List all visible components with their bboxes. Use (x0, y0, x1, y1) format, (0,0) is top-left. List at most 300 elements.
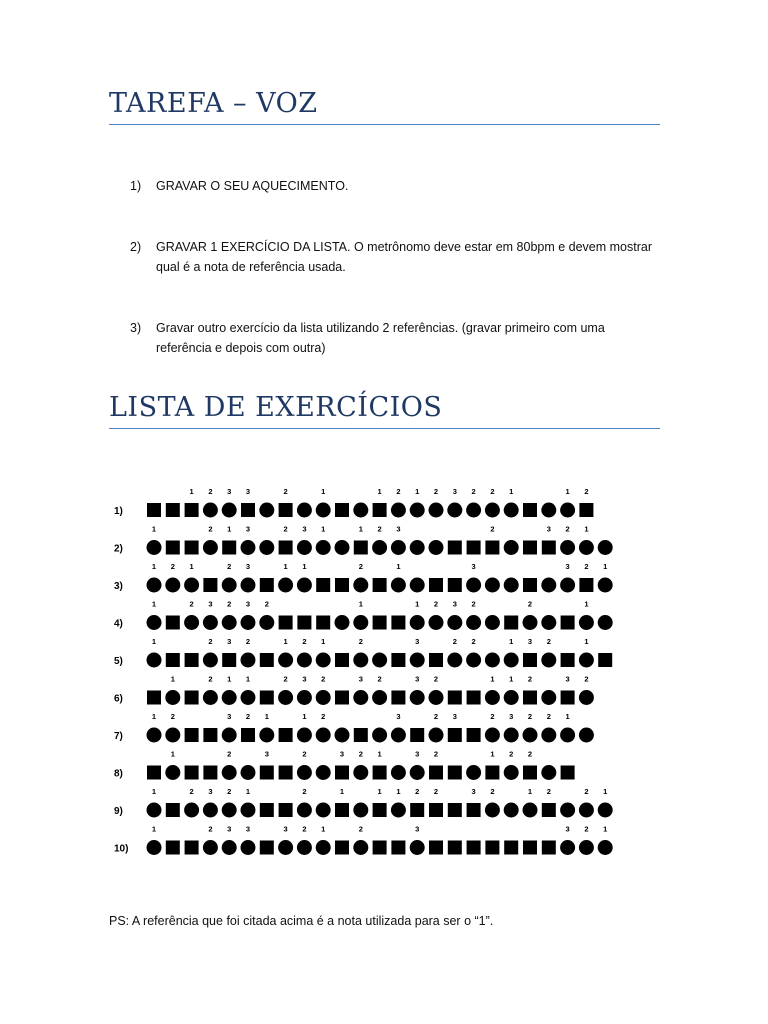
exercise-row (114, 525, 613, 556)
square-note (410, 728, 424, 742)
circle-note (391, 765, 406, 780)
square-note (297, 616, 311, 630)
circle-note (147, 540, 162, 555)
exercise-row (114, 750, 575, 781)
square-note (523, 503, 537, 517)
reference-number: 1 (396, 787, 401, 796)
square-note (373, 803, 387, 817)
reference-number: 1 (377, 749, 382, 759)
circle-note (541, 615, 556, 630)
reference-number: 3 (283, 824, 288, 834)
reference-number: 3 (452, 712, 457, 721)
square-note (166, 841, 180, 855)
reference-number: 2 (302, 824, 307, 834)
circle-note (466, 765, 481, 780)
circle-note (598, 803, 613, 818)
reference-number: 2 (377, 674, 382, 684)
circle-note (241, 840, 256, 855)
circle-note (203, 840, 218, 855)
reference-number: 1 (151, 599, 157, 609)
circle-note (504, 653, 519, 668)
square-note (504, 616, 518, 630)
circle-note (579, 840, 594, 855)
reference-number: 3 (227, 712, 232, 721)
square-note (429, 841, 443, 855)
circle-note (523, 803, 538, 818)
exercise-row (114, 825, 613, 856)
circle-note (147, 840, 162, 855)
reference-number: 2 (245, 712, 251, 721)
reference-number: 1 (396, 562, 401, 571)
circle-note (316, 728, 331, 743)
circle-note (147, 653, 162, 668)
circle-note (184, 803, 199, 818)
task-item-3 (130, 318, 656, 358)
reference-number: 1 (377, 787, 382, 796)
square-note (542, 803, 556, 817)
circle-note (429, 540, 444, 555)
square-note (448, 766, 462, 780)
reference-number: 1 (415, 599, 420, 609)
square-note (561, 653, 575, 667)
reference-number: 1 (151, 787, 157, 796)
square-note (561, 691, 575, 705)
reference-number: 2 (208, 487, 213, 496)
reference-number: 1 (584, 524, 589, 534)
reference-number: 1 (584, 599, 589, 609)
square-note (448, 728, 462, 742)
circle-note (504, 728, 519, 743)
circle-note (504, 765, 519, 780)
circle-note (579, 615, 594, 630)
square-note (354, 541, 368, 555)
circle-note (504, 803, 519, 818)
reference-number: 2 (546, 787, 551, 796)
square-note (429, 653, 443, 667)
circle-note (560, 503, 575, 518)
circle-note (560, 840, 575, 855)
reference-number: 1 (151, 824, 157, 834)
square-note (147, 503, 161, 517)
circle-note (297, 540, 312, 555)
circle-note (410, 578, 425, 593)
reference-number: 1 (509, 487, 514, 496)
circle-note (353, 690, 368, 705)
square-note (316, 616, 330, 630)
reference-number: 2 (302, 637, 307, 646)
circle-note (222, 578, 237, 593)
circle-note (485, 690, 500, 705)
circle-note (372, 728, 387, 743)
square-note (542, 841, 556, 855)
reference-number: 2 (189, 787, 194, 796)
circle-note (353, 765, 368, 780)
reference-number: 3 (565, 824, 570, 834)
square-note (579, 578, 593, 592)
task-item-1 (130, 176, 656, 196)
circle-note (485, 578, 500, 593)
reference-number: 2 (433, 674, 439, 684)
circle-note (541, 690, 556, 705)
square-note (373, 841, 387, 855)
reference-number: 2 (584, 787, 589, 796)
reference-number: 2 (490, 524, 495, 534)
exercise-row (114, 675, 594, 706)
exercise-row (114, 562, 613, 593)
section-title: LISTA DE EXERCÍCIOS (109, 392, 660, 429)
reference-number: 3 (245, 524, 251, 534)
circle-note (241, 765, 256, 780)
circle-note (410, 615, 425, 630)
square-note (523, 691, 537, 705)
circle-note (316, 503, 331, 518)
square-note (504, 841, 518, 855)
square-note (485, 766, 499, 780)
reference-number: 3 (208, 599, 213, 609)
reference-number: 2 (170, 712, 175, 721)
square-note (166, 803, 180, 817)
circle-note (485, 615, 500, 630)
reference-number: 1 (603, 824, 608, 834)
circle-note (485, 728, 500, 743)
square-note (429, 803, 443, 817)
circle-note (353, 803, 368, 818)
reference-number: 3 (509, 712, 514, 721)
circle-note (147, 578, 162, 593)
circle-note (353, 503, 368, 518)
square-note (354, 728, 368, 742)
exercise-row (114, 637, 612, 668)
circle-note (466, 578, 481, 593)
square-note (373, 503, 387, 517)
circle-note (335, 728, 350, 743)
circle-note (485, 653, 500, 668)
square-note (391, 691, 405, 705)
reference-number: 1 (565, 487, 570, 496)
circle-note (598, 615, 613, 630)
reference-number: 1 (321, 524, 326, 534)
circle-note (504, 690, 519, 705)
circle-note (184, 578, 199, 593)
square-note (467, 691, 481, 705)
square-note (260, 803, 274, 817)
circle-note (466, 653, 481, 668)
reference-number: 2 (227, 562, 232, 571)
circle-note (429, 728, 444, 743)
reference-number: 2 (283, 487, 288, 496)
circle-note (335, 615, 350, 630)
reference-number: 3 (245, 599, 251, 609)
reference-number: 2 (471, 487, 476, 496)
square-note (523, 578, 537, 592)
circle-note (372, 690, 387, 705)
reference-number: 2 (509, 749, 514, 759)
reference-number: 1 (151, 562, 157, 571)
circle-note (297, 503, 312, 518)
reference-number: 2 (358, 749, 363, 759)
exercise-list (110, 480, 630, 900)
square-note (429, 578, 443, 592)
square-note (335, 691, 349, 705)
task-text: GRAVAR O SEU AQUECIMENTO. (156, 179, 349, 193)
reference-number: 1 (283, 637, 288, 646)
reference-number: 3 (565, 562, 570, 571)
square-note (260, 691, 274, 705)
circle-note (523, 728, 538, 743)
circle-note (316, 690, 331, 705)
square-note (203, 766, 217, 780)
reference-number: 2 (471, 637, 476, 646)
circle-note (297, 840, 312, 855)
square-note (485, 541, 499, 555)
circle-note (259, 615, 274, 630)
square-note (391, 841, 405, 855)
exercise-label: 5) (114, 656, 123, 667)
footnote: PS: A referência que foi citada acima é a nota utilizada para ser o “1”. (109, 914, 494, 928)
circle-note (316, 765, 331, 780)
reference-number: 2 (565, 524, 570, 534)
reference-number: 1 (151, 524, 157, 534)
reference-number: 1 (321, 824, 326, 834)
reference-number: 2 (490, 712, 495, 721)
circle-note (447, 653, 462, 668)
circle-note (579, 653, 594, 668)
task-number: 1) (130, 179, 142, 193)
reference-number: 3 (471, 562, 476, 571)
reference-number: 3 (339, 749, 345, 759)
square-note (391, 653, 405, 667)
exercise-label: 1) (114, 506, 123, 517)
circle-note (278, 690, 293, 705)
reference-number: 2 (321, 712, 326, 721)
reference-number: 2 (208, 674, 213, 684)
reference-number: 1 (509, 637, 514, 646)
circle-note (203, 615, 218, 630)
exercise-label: 6) (114, 693, 123, 705)
circle-note (410, 840, 425, 855)
reference-number: 1 (302, 562, 307, 571)
circle-note (241, 803, 256, 818)
task-text: GRAVAR 1 EXERCÍCIO DA LISTA. O metrônomo deve estar em 80bpm e devem mostrar qual é a nota de referência usada. (156, 240, 653, 274)
exercise-label: 8) (114, 768, 123, 780)
reference-number: 1 (490, 674, 495, 684)
reference-number: 1 (415, 487, 420, 496)
reference-number: 2 (527, 712, 533, 721)
circle-note (259, 540, 274, 555)
circle-note (541, 728, 556, 743)
square-note (335, 578, 349, 592)
circle-note (579, 540, 594, 555)
task-item-2 (130, 237, 656, 277)
circle-note (429, 690, 444, 705)
square-note (185, 766, 199, 780)
circle-note (278, 840, 293, 855)
reference-number: 3 (227, 824, 232, 834)
reference-number: 2 (433, 749, 439, 759)
circle-note (147, 728, 162, 743)
square-note (448, 841, 462, 855)
reference-number: 1 (490, 749, 495, 759)
reference-number: 2 (433, 712, 439, 721)
circle-note (203, 690, 218, 705)
square-note (561, 766, 575, 780)
circle-note (560, 803, 575, 818)
exercise-row (114, 487, 593, 518)
exercise-label: 3) (114, 581, 123, 592)
circle-note (579, 728, 594, 743)
circle-note (504, 503, 519, 518)
circle-note (222, 503, 237, 518)
reference-number: 2 (264, 599, 269, 609)
circle-note (410, 765, 425, 780)
reference-number: 1 (377, 487, 382, 496)
circle-note (598, 578, 613, 593)
reference-number: 2 (208, 637, 213, 646)
reference-number: 2 (433, 787, 439, 796)
reference-number: 1 (339, 787, 345, 796)
circle-note (241, 540, 256, 555)
reference-number: 1 (151, 712, 157, 721)
reference-number: 2 (245, 637, 251, 646)
circle-note (579, 803, 594, 818)
circle-note (335, 540, 350, 555)
circle-note (147, 803, 162, 818)
circle-note (184, 615, 199, 630)
reference-number: 2 (227, 749, 232, 759)
circle-note (165, 765, 180, 780)
circle-note (222, 803, 237, 818)
reference-number: 3 (208, 787, 213, 796)
circle-note (541, 578, 556, 593)
reference-number: 3 (415, 674, 420, 684)
circle-note (560, 540, 575, 555)
circle-note (447, 503, 462, 518)
reference-number: 3 (227, 637, 232, 646)
circle-note (165, 578, 180, 593)
circle-note (222, 840, 237, 855)
circle-note (297, 653, 312, 668)
circle-note (353, 840, 368, 855)
reference-number: 1 (527, 787, 533, 796)
square-note (448, 541, 462, 555)
square-note (222, 653, 236, 667)
square-note (279, 541, 293, 555)
circle-note (278, 578, 293, 593)
reference-number: 2 (546, 637, 551, 646)
square-note (147, 766, 161, 780)
reference-number: 2 (283, 674, 288, 684)
circle-note (297, 803, 312, 818)
square-note (279, 728, 293, 742)
reference-number: 1 (227, 524, 232, 534)
reference-number: 2 (321, 674, 326, 684)
circle-note (222, 690, 237, 705)
square-note (260, 841, 274, 855)
square-note (166, 541, 180, 555)
circle-note (222, 765, 237, 780)
reference-number: 2 (527, 749, 533, 759)
square-note (579, 503, 593, 517)
reference-number: 3 (264, 749, 269, 759)
reference-number: 2 (377, 524, 382, 534)
square-note (185, 541, 199, 555)
reference-number: 3 (245, 824, 251, 834)
reference-number: 1 (565, 712, 570, 721)
circle-note (297, 728, 312, 743)
reference-number: 2 (189, 599, 194, 609)
square-note (222, 541, 236, 555)
square-note (260, 578, 274, 592)
circle-note (316, 540, 331, 555)
square-note (316, 578, 330, 592)
square-note (241, 503, 255, 517)
reference-number: 3 (396, 712, 401, 721)
reference-number: 2 (452, 637, 457, 646)
circle-note (504, 540, 519, 555)
task-number: 3) (130, 321, 142, 335)
circle-note (147, 615, 162, 630)
square-note (373, 616, 387, 630)
reference-number: 2 (358, 637, 363, 646)
reference-number: 3 (452, 487, 457, 496)
reference-number: 2 (584, 487, 589, 496)
circle-note (203, 803, 218, 818)
reference-number: 2 (584, 674, 589, 684)
reference-number: 1 (603, 562, 608, 571)
circle-note (429, 503, 444, 518)
circle-note (579, 690, 594, 705)
reference-number: 1 (302, 712, 307, 721)
page-title: TAREFA – VOZ (109, 88, 660, 125)
reference-number: 2 (170, 562, 175, 571)
square-note (185, 691, 199, 705)
reference-number: 2 (490, 787, 495, 796)
circle-note (391, 540, 406, 555)
square-note (203, 728, 217, 742)
square-note (448, 691, 462, 705)
reference-number: 3 (415, 824, 420, 834)
square-note (147, 691, 161, 705)
circle-note (165, 690, 180, 705)
square-note (335, 841, 349, 855)
circle-note (203, 653, 218, 668)
circle-note (241, 578, 256, 593)
square-note (523, 653, 537, 667)
square-note (467, 803, 481, 817)
circle-note (297, 690, 312, 705)
reference-number: 2 (546, 712, 551, 721)
square-note (335, 653, 349, 667)
square-note (203, 578, 217, 592)
circle-note (391, 803, 406, 818)
square-note (448, 803, 462, 817)
circle-note (560, 728, 575, 743)
circle-note (259, 728, 274, 743)
reference-number: 2 (302, 749, 307, 759)
reference-number: 2 (490, 487, 495, 496)
square-note (391, 616, 405, 630)
square-note (523, 841, 537, 855)
circle-note (316, 803, 331, 818)
circle-note (598, 540, 613, 555)
circle-note (222, 728, 237, 743)
square-note (523, 766, 537, 780)
circle-note (297, 578, 312, 593)
reference-number: 2 (227, 787, 232, 796)
circle-note (391, 503, 406, 518)
reference-number: 1 (509, 674, 514, 684)
circle-note (447, 615, 462, 630)
